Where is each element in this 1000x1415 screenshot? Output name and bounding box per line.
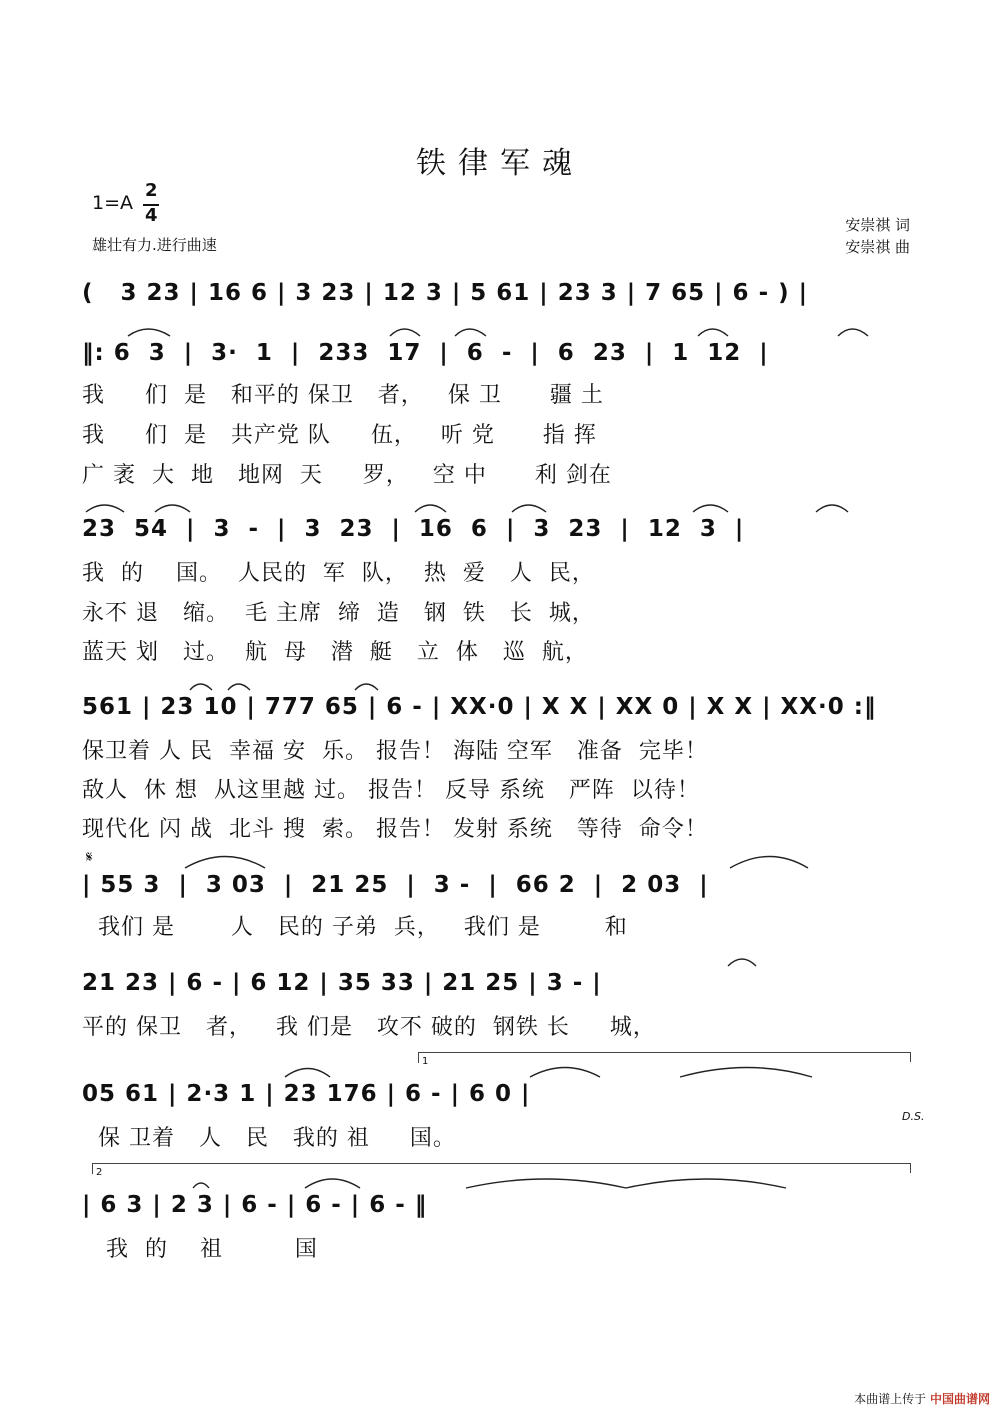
footer-text: 本曲谱上传于 — [854, 1392, 927, 1406]
slur — [390, 329, 420, 336]
lyric-line: 我们 是 人 民的 子弟 兵， 我们 是 和 — [82, 915, 628, 940]
notation-line-3: 561 | 23 10 | 777 65 | 6 - | XX·0 | X X | XX 0 | X X | XX·0 :‖ — [82, 694, 877, 720]
slur — [693, 505, 728, 512]
key-signature: 1=A — [92, 192, 134, 214]
time-numerator: 2 — [145, 180, 158, 201]
slur — [698, 329, 728, 336]
site-brand[interactable]: 中国曲谱网 — [929, 1392, 990, 1406]
notation-line-7: | 6 3 | 2 3 | 6 - | 6 - | 6 - ‖ — [82, 1192, 428, 1218]
lyric-line: 广 袤 大 地 地网 天 罗， 空 中 利 剑在 — [82, 463, 612, 488]
slur — [128, 329, 170, 336]
slur — [86, 505, 124, 512]
slur — [305, 1179, 360, 1188]
notation-line-4: | 55 3 | 3 03 | 21 25 | 3 - | 66 2 | 2 03 | — [82, 872, 709, 898]
slur — [838, 329, 868, 336]
lyric-line: 我 的 祖 国 — [82, 1237, 318, 1262]
lyric-line: 平的 保卫 者， 我 们是 攻不 破的 钢铁 长 城， — [82, 1015, 656, 1040]
slur — [512, 505, 546, 512]
notation-line-6: 05 61 | 2·3 1 | 23 176 | 6 - | 6 0 | — [82, 1081, 531, 1107]
segno-sign: 𝄋 — [86, 848, 93, 866]
tempo-marking: 雄壮有力.进行曲速 — [92, 236, 217, 254]
composer-credit: 安崇祺 曲 — [845, 238, 910, 256]
lyric-line: 保 卫着 人 民 我的 祖 国。 — [82, 1126, 456, 1151]
lyric-line: 敌人 休 想 从这里越 过。 报告！ 反导 系统 严阵 以待！ — [82, 778, 700, 803]
lyric-line: 蓝天 划 过。 航 母 潜 艇 立 体 巡 航， — [82, 640, 588, 665]
slur — [728, 959, 756, 966]
time-denominator: 4 — [145, 205, 158, 226]
notation-line-5: 21 23 | 6 - | 6 12 | 35 33 | 21 25 | 3 - | — [82, 970, 602, 996]
slur — [415, 505, 446, 512]
slur — [185, 857, 265, 869]
notation-line-1: ‖: 6 3 | 3· 1 | 233 17 | 6 - | 6 23 | 1 12 | — [82, 340, 769, 366]
notation-line-intro: ( 3 23 | 16 6 | 3 23 | 12 3 | 5 61 | 23 3 | 7 65 | 6 - ) | — [82, 280, 809, 306]
slur — [816, 505, 848, 512]
volta-number-1: 1 — [422, 1056, 429, 1067]
lyric-line: 永不 退 缩。 毛 主席 缔 造 钢 铁 长 城， — [82, 601, 595, 626]
slur — [680, 1068, 812, 1078]
slur — [466, 1179, 626, 1188]
slur — [626, 1179, 786, 1188]
page-title: 铁律军魂 — [416, 146, 584, 181]
slur — [190, 684, 212, 690]
slur — [228, 684, 250, 690]
volta-number-2: 2 — [96, 1167, 103, 1178]
lyric-line: 现代化 闪 战 北斗 搜 索。 报告！ 发射 系统 等待 命令！ — [82, 817, 708, 842]
slur — [355, 684, 378, 690]
lyric-line: 保卫着 人 民 幸福 安 乐。 报告！ 海陆 空军 准备 完毕！ — [82, 739, 708, 764]
dal-segno-mark: D.S. — [902, 1110, 925, 1123]
notation-line-2: 23 54 | 3 - | 3 23 | 16 6 | 3 23 | 12 3 | — [82, 516, 745, 542]
slur — [455, 329, 486, 336]
lyricist-credit: 安崇祺 词 — [845, 216, 910, 234]
fermata — [193, 1183, 209, 1188]
slur — [155, 505, 190, 512]
lyric-line: 我 的 国。 人民的 军 队， 热 爱 人 民， — [82, 561, 595, 586]
footer-credit — [854, 1390, 990, 1407]
slur — [730, 857, 808, 869]
lyric-line: 我 们 是 共产党 队 伍， 听 党 指 挥 — [82, 423, 597, 448]
lyric-line: 我 们 是 和平的 保卫 者， 保 卫 疆 土 — [82, 383, 604, 408]
slur — [285, 1069, 330, 1078]
slur — [530, 1068, 600, 1078]
